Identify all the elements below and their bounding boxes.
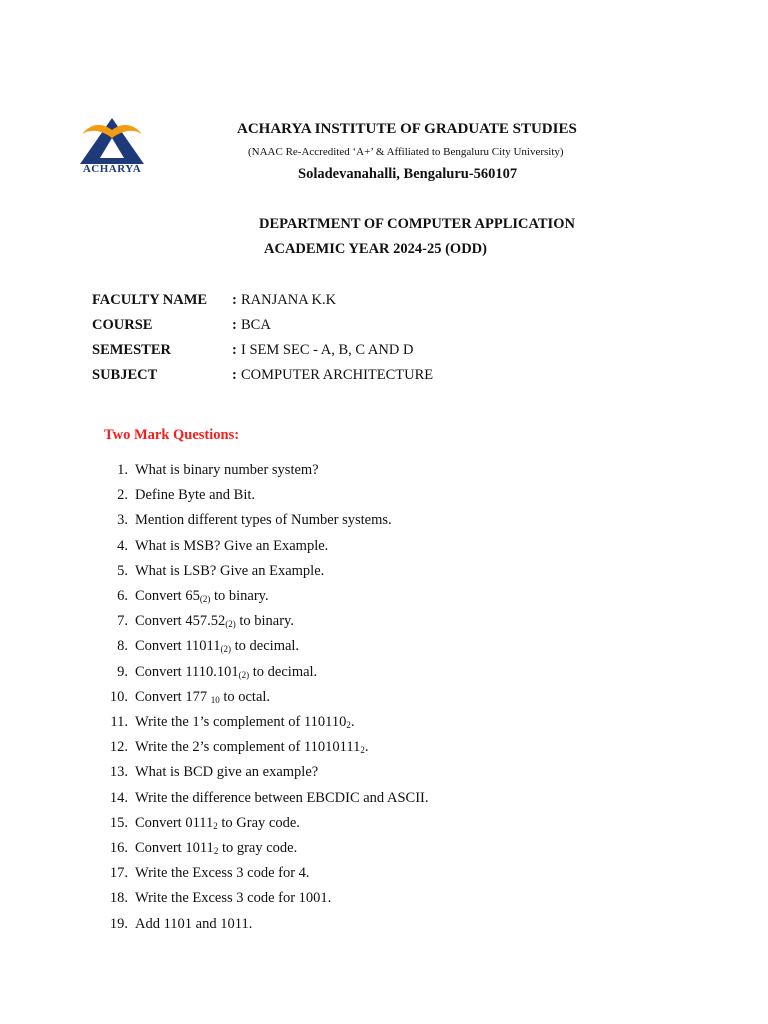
question-number: 11. bbox=[110, 714, 128, 730]
section-title: Two Mark Questions: bbox=[104, 427, 240, 443]
info-label: COURSE bbox=[92, 317, 153, 333]
number-base-subscript: 2 bbox=[213, 820, 218, 831]
question-number: 8. bbox=[117, 638, 128, 655]
question-text: What is binary number system? bbox=[135, 462, 319, 478]
question-text: Convert $1110.101_{(2)}$ to decimal. bbox=[135, 663, 318, 680]
question-text: Convert $1011_2$ to gray code. bbox=[135, 840, 298, 856]
number-base-subscript: (2) bbox=[220, 644, 232, 655]
institute-name: ACHARYA INSTITUTE OF GRADUATE STUDIES bbox=[237, 121, 577, 137]
number-base-subscript: (2) bbox=[238, 669, 250, 680]
question-number: 14. bbox=[109, 789, 128, 806]
info-value: I SEM SEC - A, B, C AND D bbox=[241, 342, 414, 358]
info-colon: : bbox=[232, 342, 237, 358]
question-text: Define Byte and Bit. bbox=[135, 487, 256, 504]
info-label: FACULTY NAME bbox=[92, 292, 208, 308]
info-colon: : bbox=[232, 292, 237, 308]
question-text: Convert $457.52_{(2)}$ to binary. bbox=[135, 613, 294, 630]
number-base-subscript: 10 bbox=[210, 694, 220, 705]
info-colon: : bbox=[232, 317, 237, 333]
question-text: What is BCD give an example? bbox=[135, 764, 319, 781]
question-number: 7. bbox=[117, 613, 128, 630]
info-label: SEMESTER bbox=[92, 342, 171, 358]
question-text: What is LSB? Give an Example. bbox=[135, 562, 325, 579]
question-number: 15. bbox=[109, 814, 128, 831]
question-number: 19. bbox=[109, 915, 128, 932]
question-number: 6. bbox=[117, 588, 128, 604]
question-number: 4. bbox=[117, 537, 128, 554]
question-text: Write the Excess 3 code for 1001. bbox=[135, 890, 332, 907]
question-number: 9. bbox=[117, 663, 128, 680]
question-text: Write the difference between EBCDIC and ASCII. bbox=[135, 789, 429, 806]
info-colon: : bbox=[232, 367, 237, 383]
question-number: 1. bbox=[117, 462, 128, 478]
info-value: COMPUTER ARCHITECTURE bbox=[241, 367, 434, 383]
department-title: DEPARTMENT OF COMPUTER APPLICATION bbox=[259, 216, 575, 232]
question-text: Write the 1’s complement of $110110_2$. bbox=[135, 714, 355, 730]
number-base-subscript: (2) bbox=[199, 594, 211, 604]
institute-address: Soladevanahalli, Bengaluru-560107 bbox=[298, 166, 518, 182]
info-value: BCA bbox=[241, 317, 271, 333]
number-base-subscript: (2) bbox=[225, 619, 236, 630]
accreditation-note: (NAAC Re-Accredited ‘A+’ & Affiliated to Bengaluru City University) bbox=[248, 146, 564, 158]
question-text: Mention different types of Number systems. bbox=[135, 512, 392, 529]
academic-year: ACADEMIC YEAR 2024-25 (ODD) bbox=[264, 241, 487, 257]
question-text: Add 1101 and 1011. bbox=[135, 915, 253, 932]
number-base-subscript: 2 bbox=[346, 720, 351, 730]
question-text: Write the Excess 3 code for 4. bbox=[135, 865, 310, 882]
question-text: Convert $65_{(2)}$ to binary. bbox=[135, 588, 269, 604]
question-number: 12. bbox=[109, 739, 128, 756]
question-number: 5. bbox=[117, 562, 128, 579]
question-number: 10. bbox=[109, 688, 128, 705]
question-number: 17. bbox=[109, 865, 128, 882]
question-number: 16. bbox=[109, 840, 128, 856]
number-base-subscript: 2 bbox=[213, 846, 219, 856]
question-text: Convert $0111_2$ to Gray code. bbox=[135, 814, 300, 831]
logo-wordmark: ACHARYA bbox=[82, 163, 142, 175]
question-text: Write the 2’s complement of $11010111_2$. bbox=[135, 739, 369, 756]
question-text: What is MSB? Give an Example. bbox=[135, 537, 329, 554]
question-text: Convert $11011_{(2)}$ to decimal. bbox=[135, 638, 300, 655]
question-number: 13. bbox=[109, 764, 128, 781]
info-value: RANJANA K.K bbox=[241, 292, 337, 308]
info-label: SUBJECT bbox=[92, 367, 158, 383]
question-text: Convert 177 $_{10}$ to octal. bbox=[135, 688, 271, 705]
question-number: 18. bbox=[109, 890, 128, 907]
question-number: 2. bbox=[117, 487, 128, 504]
number-base-subscript: 2 bbox=[360, 745, 365, 756]
question-number: 3. bbox=[117, 512, 128, 529]
